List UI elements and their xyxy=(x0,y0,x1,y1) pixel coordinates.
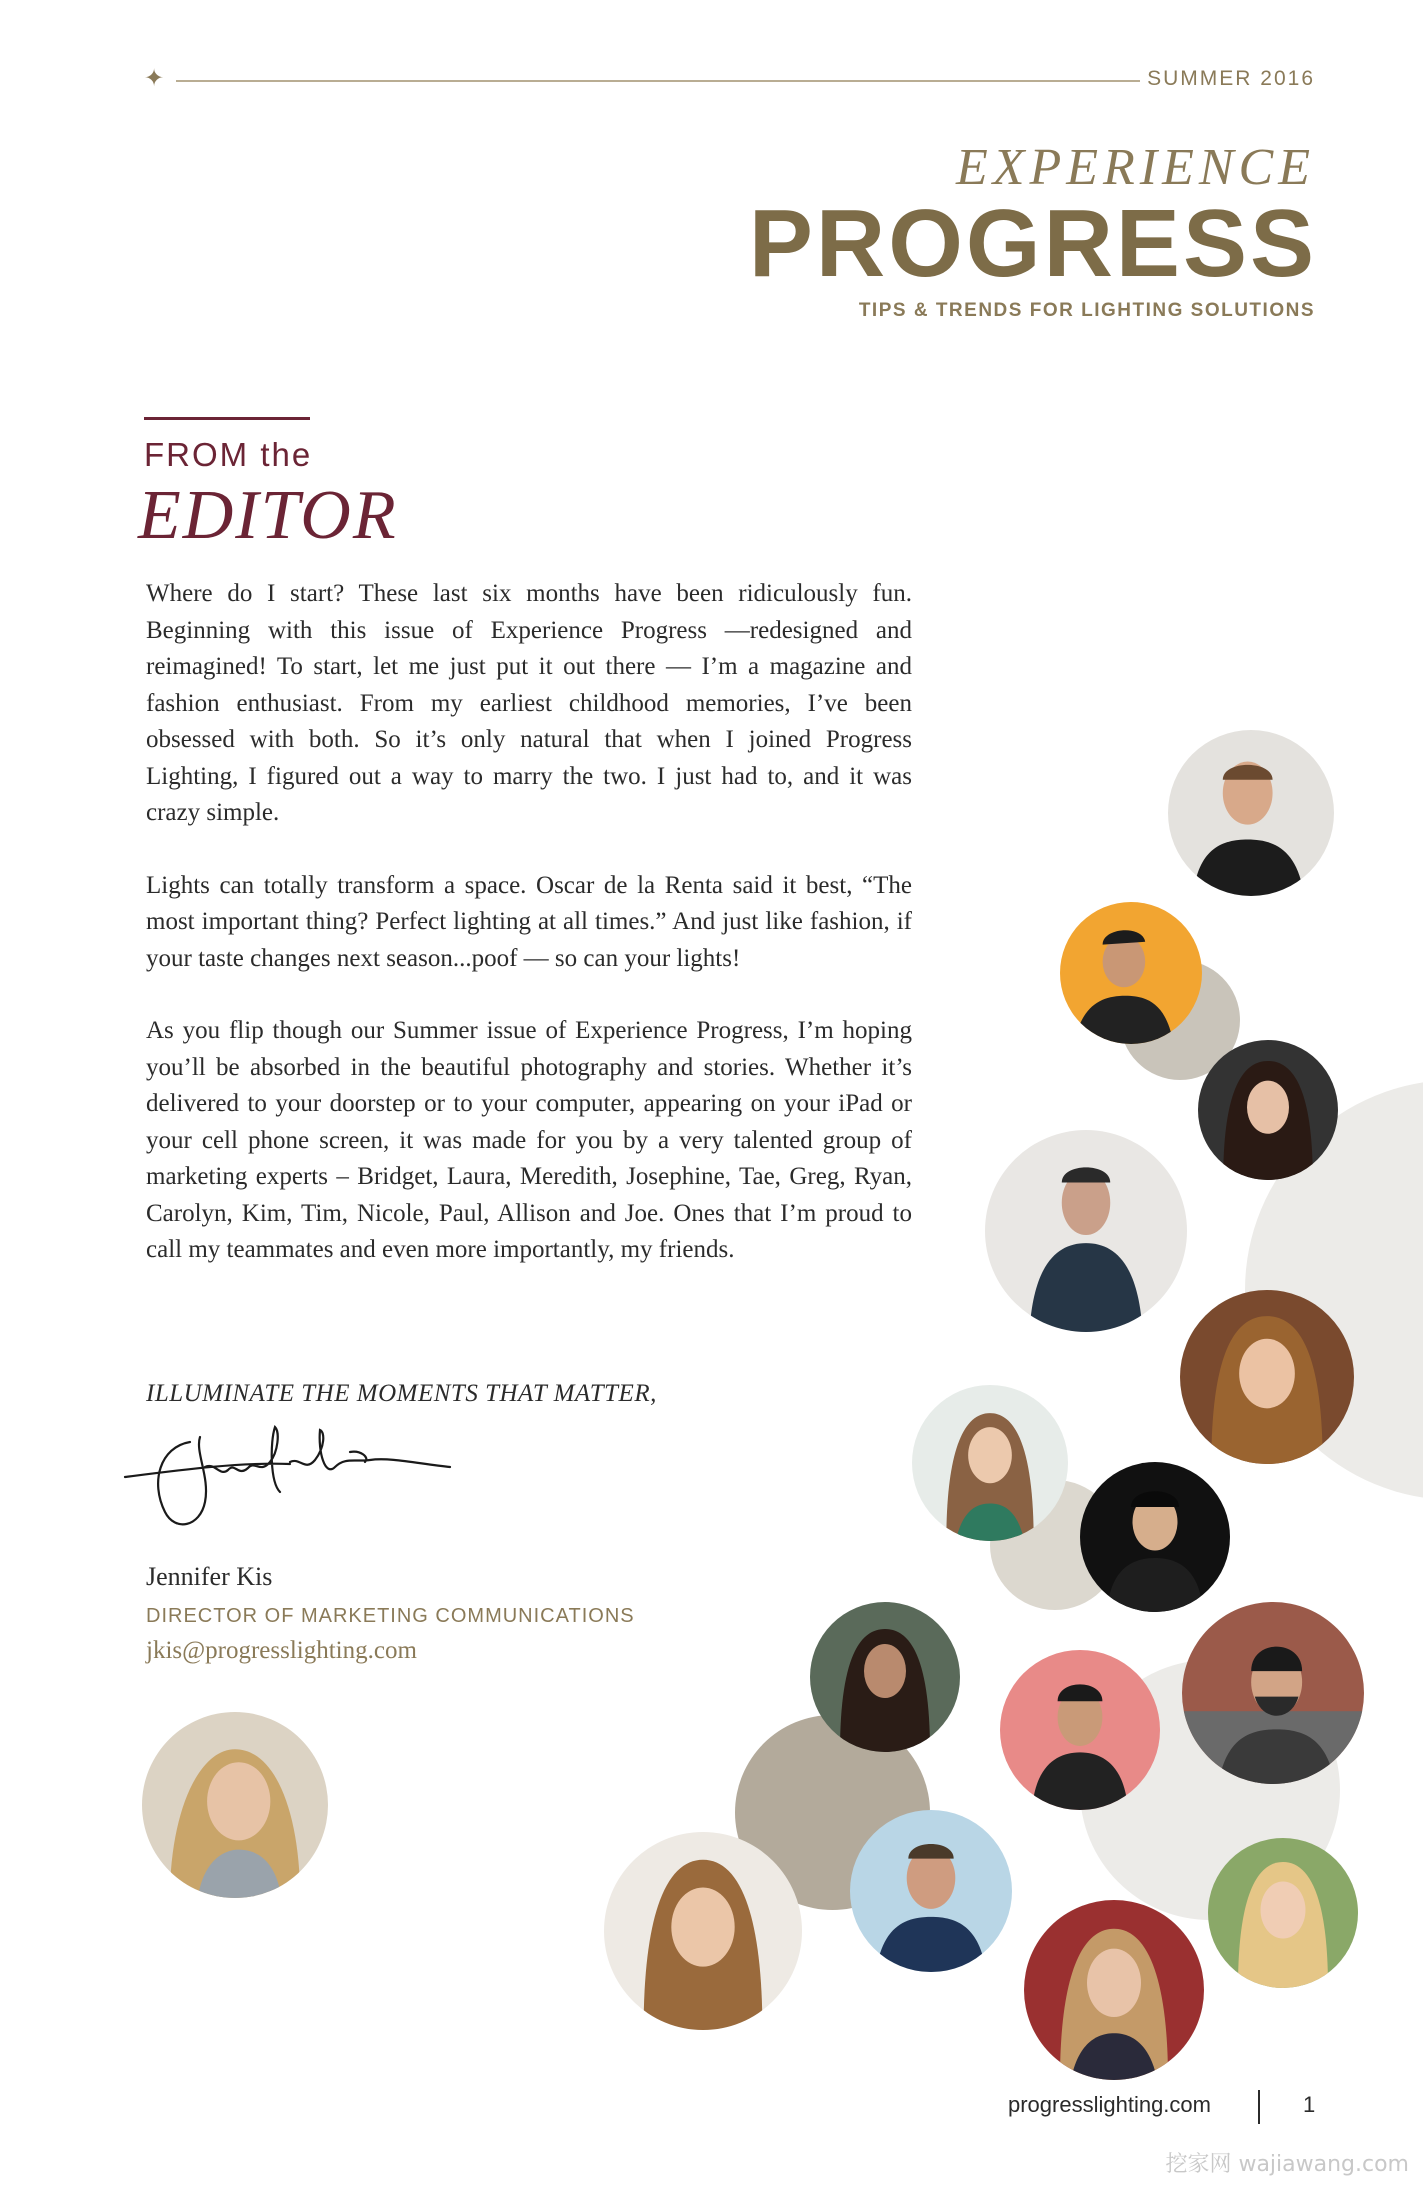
team-photo xyxy=(1208,1838,1358,1988)
team-photo xyxy=(912,1385,1068,1541)
team-photo xyxy=(850,1810,1012,1972)
team-photo xyxy=(1168,730,1334,896)
footer-divider xyxy=(1258,2090,1260,2124)
issue-season: SUMMER 2016 xyxy=(1147,67,1315,90)
team-photo xyxy=(604,1832,802,2030)
editor-rule xyxy=(144,417,310,420)
star-ornament-icon: ✦ xyxy=(144,64,165,92)
team-photo xyxy=(810,1602,960,1752)
letter-paragraph: Lights can totally transform a space. Oscar de la Renta said it best, “The most important thing? Perfect lighting at all times.” And just like fashion, if your taste changes next season...poof — so can your lights! xyxy=(146,871,912,972)
masthead-experience: EXPERIENCE xyxy=(955,139,1315,196)
editor-email[interactable]: jkis@progresslighting.com xyxy=(146,1637,417,1664)
team-photo xyxy=(1080,1462,1230,1612)
editor-role: DIRECTOR OF MARKETING COMMUNICATIONS xyxy=(146,1605,635,1627)
team-photo xyxy=(1198,1040,1338,1180)
team-photo xyxy=(985,1130,1187,1332)
team-photo xyxy=(1182,1602,1364,1784)
footer-website[interactable]: progresslighting.com xyxy=(1008,2092,1211,2117)
header-rule xyxy=(176,80,1140,82)
page-number: 1 xyxy=(1303,2092,1316,2117)
letter-paragraph: Where do I start? These last six months have been ridiculously fun. Beginning with this issue of Experience Progress —redesigned and reimagined! To start, let me just put it out there — I’m a magazine and fashion enthusiast. From my earliest childhood memories, I’ve been obsessed with both. So it’s only natural that when I joined Progress Lighting, I figured out a way to marry the two. I just had to, and it was crazy simple. xyxy=(146,580,912,826)
masthead-progress: PROGRESS xyxy=(748,190,1317,297)
watermark: 挖家网 wajiawang.com xyxy=(1165,2152,1409,2177)
team-photo xyxy=(1000,1650,1160,1810)
team-photo xyxy=(1024,1900,1204,2080)
editor-letter xyxy=(146,576,912,1305)
editor-heading-from: FROM the xyxy=(144,436,313,473)
editor-portrait xyxy=(142,1712,328,1898)
letter-paragraph: As you flip though our Summer issue of Experience Progress, I’m hoping you’ll be absorbed in the beautiful photography and stories. Whether it’s delivered to your doorstep or to your computer, appearing on your iPad or your cell phone screen, it was made for you by a very talented group of marketing experts – Bridget, Laura, Meredith, Josephine, Tae, Greg, Ryan, Carolyn, Kim, Tim, Nicole, Paul, Allison and Joe. Ones that I’m proud to call my teammates and even more importantly, my friends. xyxy=(146,1017,912,1263)
masthead-tagline: TIPS & TRENDS FOR LIGHTING SOLUTIONS xyxy=(858,300,1315,321)
team-photo xyxy=(1180,1290,1354,1464)
signature-image xyxy=(120,1422,500,1552)
editor-name: Jennifer Kis xyxy=(146,1562,273,1591)
team-photo xyxy=(1060,902,1202,1044)
editor-heading-title: EDITOR xyxy=(138,477,398,554)
letter-closing: ILLUMINATE THE MOMENTS THAT MATTER, xyxy=(146,1380,657,1407)
